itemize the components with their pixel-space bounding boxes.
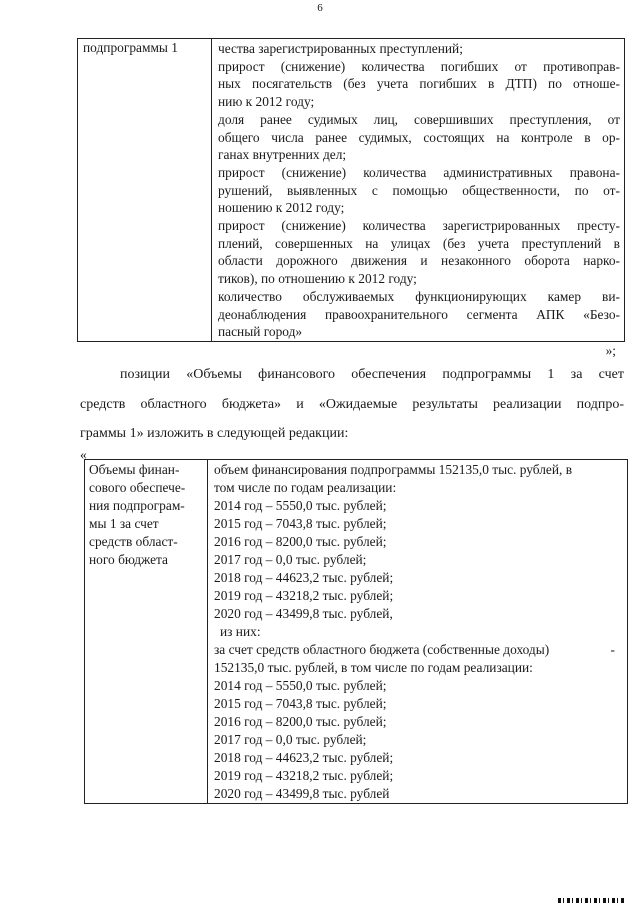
table2-left-line: Объемы финан-	[89, 462, 180, 477]
table1-line: тиков), по отношению к 2012 году;	[218, 271, 417, 287]
table2-right-line: из них:	[220, 624, 261, 639]
indicators-table	[77, 38, 625, 342]
table1-line: деонаблюдения правоохранительного сегмента АПК «Безо-	[218, 306, 620, 322]
table2-right-line-wrap	[214, 641, 623, 659]
table2-right-line: 2014 год – 5550,0 тыс. рублей;	[214, 678, 387, 693]
table2-right-line: 2020 год – 43499,8 тыс. рублей,	[214, 606, 393, 621]
table2-right-line: за счет средств областного бюджета (собственные доходы)	[214, 642, 550, 657]
table2-right-line: том числе по годам реализации:	[214, 480, 397, 495]
funding-table	[84, 459, 628, 804]
table1-line: прирост (снижение) количества погибших от противоправ-	[218, 58, 620, 74]
table1-right-cell	[212, 39, 625, 342]
table1-line: пасный город»	[218, 324, 303, 340]
paragraph-line: граммы 1» изложить в следующей редакции:	[80, 426, 349, 441]
table2-left-line: ного бюджета	[89, 552, 168, 567]
table2-left-cell	[85, 460, 208, 804]
table2-right-line: 2019 год – 43218,2 тыс. рублей;	[214, 768, 394, 783]
amendment-paragraph	[80, 360, 624, 449]
table2-right-line: 2015 год – 7043,8 тыс. рублей;	[214, 516, 387, 531]
table1-line: чества зарегистрированных преступлений;	[218, 41, 463, 56]
table1-line: количество обслуживаемых функционирующих камер ви-	[218, 288, 620, 304]
table2-right-line: 2017 год – 0,0 тыс. рублей;	[214, 552, 367, 567]
table2-right-line: 2016 год – 8200,0 тыс. рублей;	[214, 714, 387, 729]
table2-opening-mark: «	[80, 447, 87, 462]
table2-right-line: 2020 год – 43499,8 тыс. рублей	[214, 786, 390, 801]
table2-left-line: сового обеспече-	[89, 480, 186, 495]
table1-line: рушений, выявленных с помощью общественности, по от-	[218, 182, 620, 198]
table1-left-cell: подпрограммы 1	[78, 39, 212, 342]
table2-left-line: средств област-	[89, 534, 178, 549]
table2-right-line: 152135,0 тыс. рублей, в том числе по годам реализации:	[214, 660, 533, 675]
table2-right-cell	[208, 460, 628, 804]
table1-line: доля ранее судимых лиц, совершивших преступления, от	[218, 111, 620, 127]
table1-line: ных посягательств (без учета погибших в ДТП) по отноше-	[218, 76, 620, 92]
paragraph-line: средств областного бюджета» и «Ожидаемые результаты реализации подпро-	[80, 396, 624, 412]
table2-right-line: 2018 год – 44623,2 тыс. рублей;	[214, 570, 394, 585]
table2-right-line: 2017 год – 0,0 тыс. рублей;	[214, 732, 367, 747]
table2-right-line: 2015 год – 7043,8 тыс. рублей;	[214, 696, 387, 711]
scan-barcode-mark	[558, 898, 626, 903]
table1-line: общего числа ранее судимых, состоящих на контроле в ор-	[218, 129, 620, 145]
table1-line: ганах внутренних дел;	[218, 147, 347, 163]
table2-right-line: 2016 год – 8200,0 тыс. рублей;	[214, 534, 387, 549]
paragraph-line: позиции «Объемы финансового обеспечения подпрограммы 1 за счет	[120, 367, 624, 382]
table2-right-line: 2018 год – 44623,2 тыс. рублей;	[214, 750, 394, 765]
table2-right-line: 2014 год – 5550,0 тыс. рублей;	[214, 498, 387, 513]
page-number: 6	[317, 2, 323, 14]
table2-left-line: ния подпрограм-	[89, 498, 185, 513]
table1-line: прирост (снижение) количества административных правона-	[218, 164, 620, 180]
trailing-dash: -	[610, 642, 615, 657]
table1-closing-mark: »;	[605, 343, 616, 358]
table2-right-line: объем финансирования подпрограммы 152135,0 тыс. рублей, в	[214, 462, 573, 477]
table1-line: прирост (снижение) количества зарегистрированных престу-	[218, 218, 620, 234]
table1-line: плений, совершенных на улицах (без учета преступлений в	[218, 235, 620, 251]
table2-left-line: мы 1 за счет	[89, 516, 159, 531]
table1-line: ношению к 2012 году;	[218, 200, 345, 216]
table1-line: области дорожного движения и незаконного оборота нарко-	[218, 253, 620, 269]
table2-right-line: 2019 год – 43218,2 тыс. рублей;	[214, 588, 394, 603]
table1-line: нию к 2012 году;	[218, 94, 315, 110]
